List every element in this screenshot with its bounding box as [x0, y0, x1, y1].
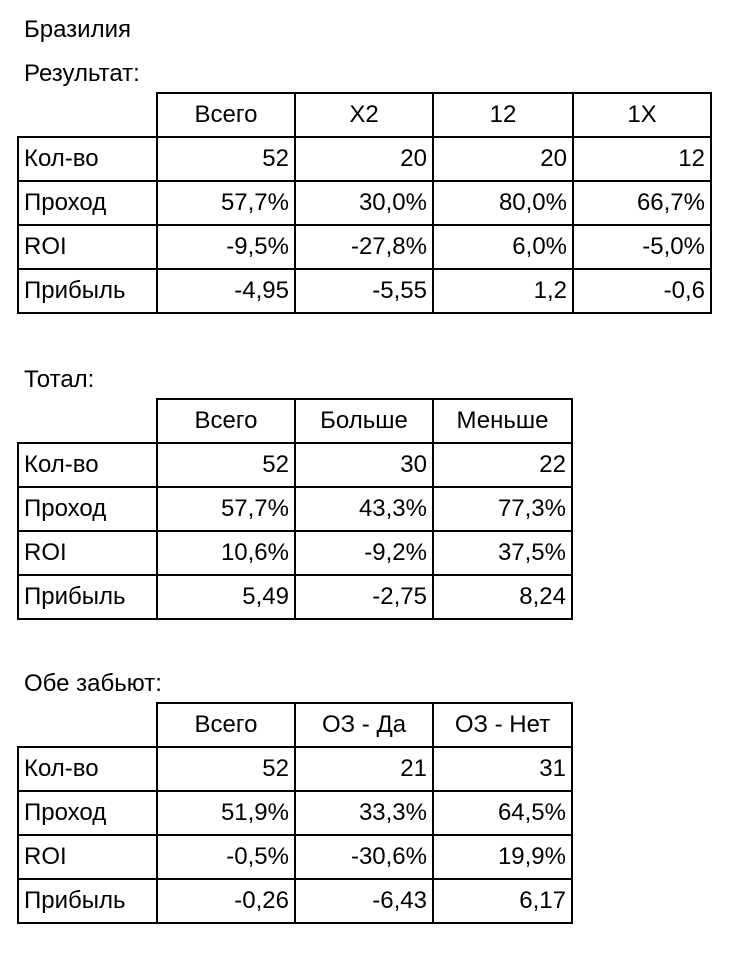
column-header: Всего: [157, 703, 295, 747]
row-label: ROI: [18, 835, 157, 879]
table-cell: 66,7%: [573, 181, 711, 225]
table-cell: -0,26: [157, 879, 295, 923]
row-label: Проход: [18, 181, 157, 225]
table-cell: -27,8%: [295, 225, 433, 269]
table-cell: 31: [433, 747, 572, 791]
table-cell: 10,6%: [157, 531, 295, 575]
table-cell: 57,7%: [157, 487, 295, 531]
table-cell: 8,24: [433, 575, 572, 619]
table-cell: 22: [433, 443, 572, 487]
section-label-both-score: Обе забьют:: [24, 670, 162, 697]
table-corner-cell: [18, 703, 157, 747]
table-cell: -5,55: [295, 269, 433, 313]
table-cell: 57,7%: [157, 181, 295, 225]
column-header: Больше: [295, 399, 433, 443]
table-header-row: [18, 93, 711, 137]
table-row: [18, 879, 572, 923]
table-cell: 1,2: [433, 269, 573, 313]
column-header: 12: [433, 93, 573, 137]
table-cell: 77,3%: [433, 487, 572, 531]
table-cell: 37,5%: [433, 531, 572, 575]
table-cell: 52: [157, 747, 295, 791]
table-cell: -9,5%: [157, 225, 295, 269]
table-cell: 6,0%: [433, 225, 573, 269]
table-cell: 43,3%: [295, 487, 433, 531]
table-cell: -0,5%: [157, 835, 295, 879]
table-cell: -4,95: [157, 269, 295, 313]
table-cell: 52: [157, 443, 295, 487]
column-header: X2: [295, 93, 433, 137]
table-cell: 64,5%: [433, 791, 572, 835]
row-label: Кол-во: [18, 137, 157, 181]
section-label-total: Тотал:: [24, 366, 95, 393]
table-row: [18, 791, 572, 835]
table-row: [18, 747, 572, 791]
table-corner-cell: [18, 399, 157, 443]
row-label: Кол-во: [18, 747, 157, 791]
column-header: ОЗ - Да: [295, 703, 433, 747]
row-label: Прибыль: [18, 575, 157, 619]
row-label: Прибыль: [18, 269, 157, 313]
table-row: [18, 531, 572, 575]
table-cell: -2,75: [295, 575, 433, 619]
row-label: ROI: [18, 531, 157, 575]
column-header: 1X: [573, 93, 711, 137]
table-cell: 80,0%: [433, 181, 573, 225]
table-row: [18, 443, 572, 487]
table-cell: 5,49: [157, 575, 295, 619]
table-cell: 51,9%: [157, 791, 295, 835]
table-cell: -9,2%: [295, 531, 433, 575]
row-label: Кол-во: [18, 443, 157, 487]
total-table: [17, 398, 573, 620]
table-cell: -5,0%: [573, 225, 711, 269]
column-header: Меньше: [433, 399, 572, 443]
row-label: Прибыль: [18, 879, 157, 923]
table-header-row: [18, 399, 572, 443]
both-score-table: [17, 702, 573, 924]
table-row: [18, 225, 711, 269]
table-cell: 21: [295, 747, 433, 791]
table-cell: 6,17: [433, 879, 572, 923]
table-cell: -30,6%: [295, 835, 433, 879]
row-label: ROI: [18, 225, 157, 269]
table-cell: 52: [157, 137, 295, 181]
table-cell: 20: [295, 137, 433, 181]
table-row: [18, 181, 711, 225]
table-cell: 12: [573, 137, 711, 181]
table-header-row: [18, 703, 572, 747]
page-title: Бразилия: [24, 16, 131, 43]
table-cell: 33,3%: [295, 791, 433, 835]
row-label: Проход: [18, 791, 157, 835]
table-row: [18, 835, 572, 879]
table-row: [18, 575, 572, 619]
table-corner-cell: [18, 93, 157, 137]
section-label-result: Результат:: [24, 60, 140, 87]
result-table: [17, 92, 712, 314]
table-cell: 30: [295, 443, 433, 487]
table-cell: 30,0%: [295, 181, 433, 225]
table-row: [18, 137, 711, 181]
table-row: [18, 269, 711, 313]
table-cell: 19,9%: [433, 835, 572, 879]
table-cell: -6,43: [295, 879, 433, 923]
table-cell: -0,6: [573, 269, 711, 313]
table-row: [18, 487, 572, 531]
table-cell: 20: [433, 137, 573, 181]
column-header: Всего: [157, 93, 295, 137]
column-header: Всего: [157, 399, 295, 443]
row-label: Проход: [18, 487, 157, 531]
column-header: ОЗ - Нет: [433, 703, 572, 747]
